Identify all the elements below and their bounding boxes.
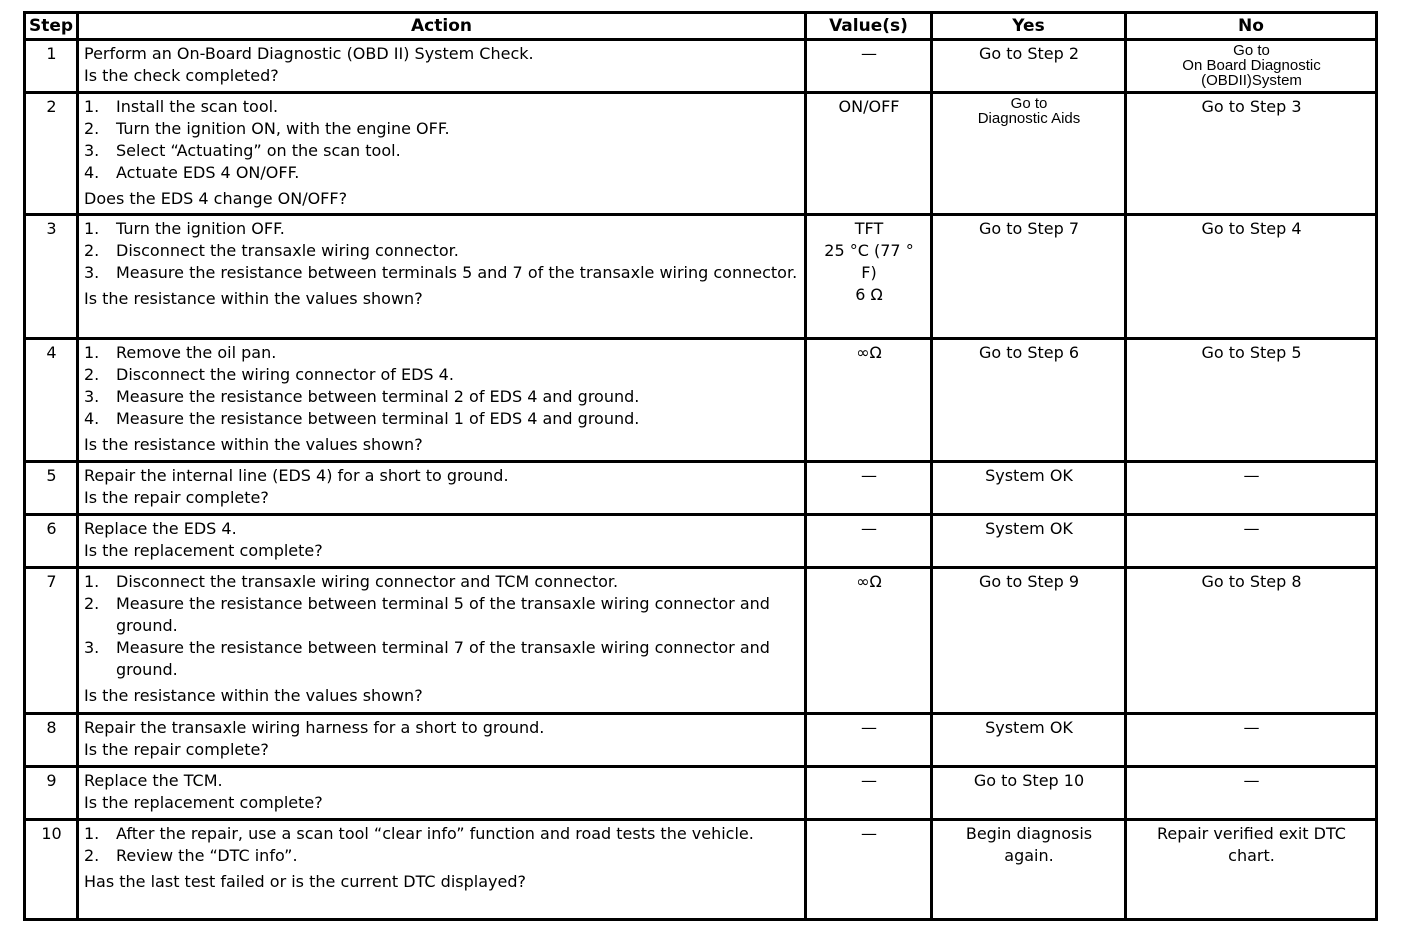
diagnostic-table — [23, 11, 1378, 921]
step-text: Actuate EDS 4 ON/OFF. — [116, 163, 300, 182]
action-step — [84, 218, 800, 240]
step-number: 1. — [84, 97, 100, 116]
action-question: Has the last test failed or is the current DTC displayed? — [84, 872, 526, 891]
no-line: — — [1243, 718, 1260, 737]
no-line: — — [1243, 466, 1260, 485]
table-row — [25, 462, 1377, 515]
no-cell — [1126, 714, 1377, 767]
no-line: Go to Step 8 — [1201, 572, 1302, 591]
action-text: Replace the EDS 4. — [84, 519, 237, 538]
step-text: Measure the resistance between terminal 5 of the transaxle wiring connector and ground. — [116, 594, 770, 635]
action-question: Is the repair complete? — [84, 488, 269, 507]
step-number: 2. — [84, 365, 100, 384]
action-step — [84, 342, 800, 364]
no-cell — [1126, 767, 1377, 820]
values-line: ∞Ω — [856, 343, 882, 362]
header-row — [25, 13, 1377, 40]
no-line: On Board Diagnostic — [1182, 57, 1321, 74]
no-cell — [1126, 339, 1377, 462]
action-step — [84, 140, 800, 162]
action-cell — [78, 215, 806, 339]
action-step — [84, 637, 800, 681]
table-row — [25, 515, 1377, 568]
values-line: 6 Ω — [855, 285, 883, 304]
values-cell — [806, 339, 932, 462]
header-values: Value(s) — [806, 13, 932, 40]
step-cell: 10 — [25, 820, 78, 920]
no-cell — [1126, 462, 1377, 515]
yes-line: System OK — [985, 718, 1073, 737]
action-cell — [78, 767, 806, 820]
action-cell — [78, 515, 806, 568]
step-text: Disconnect the wiring connector of EDS 4. — [116, 365, 454, 384]
step-number: 3. — [84, 638, 100, 657]
no-cell — [1126, 93, 1377, 215]
step-cell: 6 — [25, 515, 78, 568]
table-row — [25, 339, 1377, 462]
values-cell — [806, 462, 932, 515]
step-cell: 8 — [25, 714, 78, 767]
step-number: 4. — [84, 163, 100, 182]
table-row — [25, 767, 1377, 820]
action-step — [84, 162, 800, 184]
step-text: Measure the resistance between terminals 5 and 7 of the transaxle wiring connector. — [116, 263, 798, 282]
step-cell: 9 — [25, 767, 78, 820]
action-text: Repair the internal line (EDS 4) for a short to ground. — [84, 466, 509, 485]
values-cell — [806, 93, 932, 215]
step-cell: 1 — [25, 40, 78, 93]
values-line: — — [861, 44, 877, 63]
values-line: F) — [861, 263, 877, 282]
step-text: Measure the resistance between terminal 1 of EDS 4 and ground. — [116, 409, 640, 428]
step-cell: 5 — [25, 462, 78, 515]
step-text: Review the “DTC info”. — [116, 846, 298, 865]
action-steps-list — [84, 823, 800, 867]
header-step: Step — [25, 13, 78, 40]
yes-cell — [932, 515, 1126, 568]
yes-cell — [932, 714, 1126, 767]
action-cell — [78, 820, 806, 920]
action-step — [84, 118, 800, 140]
yes-cell — [932, 40, 1126, 93]
step-text: Remove the oil pan. — [116, 343, 277, 362]
yes-cell — [932, 568, 1126, 714]
yes-cell — [932, 215, 1126, 339]
action-cell — [78, 93, 806, 215]
table-body — [25, 40, 1377, 920]
yes-line: Go to Step 2 — [978, 44, 1080, 63]
yes-line: Go to Step 10 — [973, 771, 1085, 790]
action-step — [84, 262, 800, 284]
yes-line: Diagnostic Aids — [977, 110, 1081, 127]
no-cell — [1126, 820, 1377, 920]
step-number: 4. — [84, 409, 100, 428]
action-question: Does the EDS 4 change ON/OFF? — [84, 189, 348, 208]
action-step — [84, 96, 800, 118]
step-number: 3. — [84, 141, 100, 160]
values-cell — [806, 515, 932, 568]
step-text: Disconnect the transaxle wiring connector. — [116, 241, 459, 260]
yes-line: Go to Step 6 — [978, 343, 1080, 362]
action-step — [84, 408, 800, 430]
action-question: Is the replacement complete? — [84, 541, 323, 560]
action-question: Is the resistance within the values shown? — [84, 289, 423, 308]
no-line: chart. — [1228, 846, 1275, 865]
step-text: Turn the ignition ON, with the engine OFF. — [116, 119, 450, 138]
action-question: Is the check completed? — [84, 66, 279, 85]
values-line: — — [861, 718, 877, 737]
no-line: Go to Step 3 — [1201, 97, 1302, 116]
step-cell: 2 — [25, 93, 78, 215]
action-step — [84, 364, 800, 386]
action-steps-list — [84, 342, 800, 430]
action-question: Is the replacement complete? — [84, 793, 323, 812]
step-text: After the repair, use a scan tool “clear info” function and road tests the vehicle. — [116, 824, 754, 843]
action-step — [84, 593, 800, 637]
table-row — [25, 714, 1377, 767]
action-question: Is the resistance within the values shown? — [84, 435, 423, 454]
no-line: — — [1243, 519, 1260, 538]
action-step — [84, 571, 800, 593]
yes-line: again. — [1004, 846, 1054, 865]
values-line: ON/OFF — [838, 97, 900, 116]
step-number: 1. — [84, 824, 100, 843]
yes-cell — [932, 339, 1126, 462]
values-cell — [806, 40, 932, 93]
step-text: Turn the ignition OFF. — [116, 219, 285, 238]
action-step — [84, 823, 800, 845]
values-line: — — [861, 519, 877, 538]
values-line: — — [861, 466, 877, 485]
yes-line: Go to Step 7 — [978, 219, 1080, 238]
no-line: Go to Step 5 — [1201, 343, 1302, 362]
step-number: 3. — [84, 387, 100, 406]
action-cell — [78, 339, 806, 462]
no-cell — [1126, 568, 1377, 714]
values-cell — [806, 568, 932, 714]
action-steps-list — [84, 571, 800, 681]
step-number: 2. — [84, 119, 100, 138]
values-line: TFT — [854, 219, 884, 238]
action-question: Is the resistance within the values shown? — [84, 686, 423, 705]
action-step — [84, 386, 800, 408]
action-text: Repair the transaxle wiring harness for a short to ground. — [84, 718, 545, 737]
values-line: ∞Ω — [856, 572, 882, 591]
step-number: 1. — [84, 219, 100, 238]
step-cell: 7 — [25, 568, 78, 714]
yes-cell — [932, 462, 1126, 515]
table-row — [25, 40, 1377, 93]
no-line: Repair verified exit DTC — [1157, 824, 1346, 843]
yes-line: Go to — [1010, 95, 1048, 112]
step-number: 2. — [84, 594, 100, 613]
table-row — [25, 215, 1377, 339]
no-line: — — [1243, 771, 1260, 790]
action-cell — [78, 40, 806, 93]
header-no: No — [1126, 13, 1377, 40]
yes-cell — [932, 93, 1126, 215]
no-cell — [1126, 515, 1377, 568]
action-steps-list — [84, 96, 800, 184]
action-text: Perform an On-Board Diagnostic (OBD II) System Check. — [84, 44, 534, 63]
no-cell — [1126, 215, 1377, 339]
step-number: 2. — [84, 241, 100, 260]
yes-line: System OK — [985, 519, 1073, 538]
step-number: 2. — [84, 846, 100, 865]
values-line: — — [861, 771, 877, 790]
yes-line: Begin diagnosis — [965, 824, 1093, 843]
values-cell — [806, 820, 932, 920]
step-cell: 3 — [25, 215, 78, 339]
values-line: — — [861, 824, 877, 843]
yes-line: Go to Step 9 — [978, 572, 1080, 591]
yes-cell — [932, 820, 1126, 920]
step-text: Measure the resistance between terminal 7 of the transaxle wiring connector and ground. — [116, 638, 770, 679]
action-cell — [78, 568, 806, 714]
step-text: Install the scan tool. — [116, 97, 279, 116]
action-steps-list — [84, 218, 800, 284]
table-row — [25, 820, 1377, 920]
step-number: 1. — [84, 572, 100, 591]
table-row — [25, 93, 1377, 215]
no-line: (OBDII)System — [1201, 72, 1302, 89]
action-text: Replace the TCM. — [84, 771, 223, 790]
yes-line: System OK — [985, 466, 1073, 485]
table-row — [25, 568, 1377, 714]
step-cell: 4 — [25, 339, 78, 462]
action-step — [84, 240, 800, 262]
no-cell — [1126, 40, 1377, 93]
values-cell — [806, 215, 932, 339]
step-number: 1. — [84, 343, 100, 362]
values-cell — [806, 767, 932, 820]
yes-cell — [932, 767, 1126, 820]
step-number: 3. — [84, 263, 100, 282]
values-cell — [806, 714, 932, 767]
action-step — [84, 845, 800, 867]
action-question: Is the repair complete? — [84, 740, 269, 759]
action-cell — [78, 462, 806, 515]
values-line: 25 °C (77 ° — [824, 241, 914, 260]
header-action: Action — [78, 13, 806, 40]
header-yes: Yes — [932, 13, 1126, 40]
no-line: Go to — [1233, 42, 1270, 59]
no-line: Go to Step 4 — [1201, 219, 1302, 238]
step-text: Select “Actuating” on the scan tool. — [116, 141, 401, 160]
step-text: Measure the resistance between terminal 2 of EDS 4 and ground. — [116, 387, 640, 406]
step-text: Disconnect the transaxle wiring connector and TCM connector. — [116, 572, 619, 591]
action-cell — [78, 714, 806, 767]
